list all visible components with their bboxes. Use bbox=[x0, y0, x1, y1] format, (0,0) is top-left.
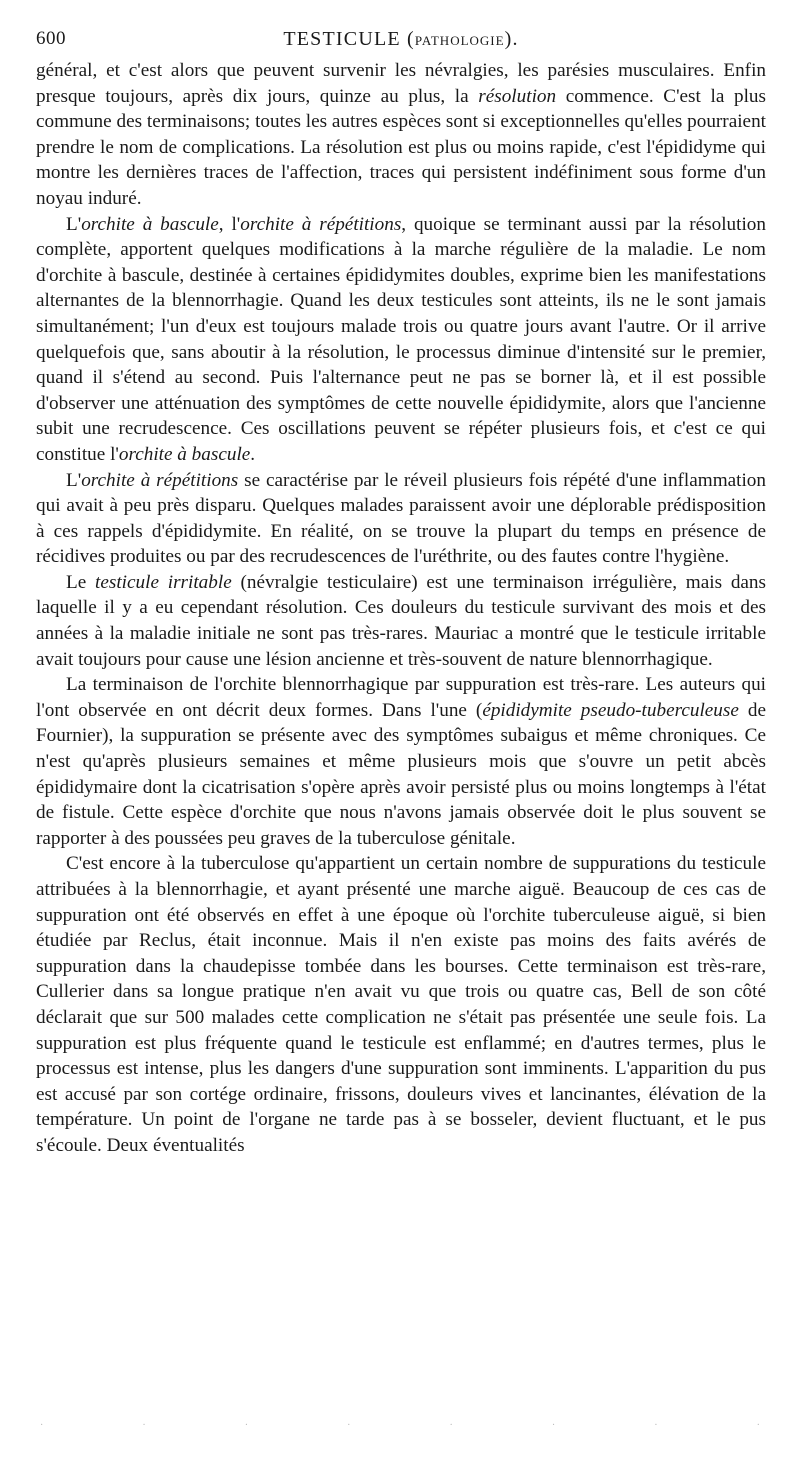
italic-term: orchite à répétitions bbox=[81, 469, 239, 491]
text-run: de Fournier), la suppuration se présente avec des symptômes subaigus et même chroniques. Ce n'est qu'après plusieurs semaines et même plusieurs mois que s'ouvre un petit abcès épididymaire dont la cicatrisation s'opère après avoir persisté plus ou moins longtemps à l'état de fistule. Cette espèce d'orchite que nous n'avons jamais observée doit le plus souvent se rapporter à des poussées peu graves de la tuberculose génitale. bbox=[36, 699, 766, 849]
italic-term: orchite à répétitions bbox=[240, 213, 402, 235]
text-run: , quoique se terminant aussi par la résolution complète, apportent quelques modifications à la marche régulière de la maladie. Le nom d'orchite à bascule, destinée à certaines épididymites doubles, exprime bien les manifestations alternantes de la blennorrhagie. Quand les deux testicules sont atteints, ils ne le sont jamais simultanément; l'un d'eux est toujours malade trois ou quatre jours avant l'autre. Or il arrive quelquefois que, sans aboutir à la résolution, le processus diminue d'intensité sur le premier, quand il s'étend au second. Puis l'alternance peut ne pas se borner là, et il est possible d'observer une atténuation des symptômes de cette nouvelle épididymite, alors que l'ancienne subit une recrudescence. Ces oscillations peuvent se répéter plusieurs fois, et c'est ce qui constitue l' bbox=[36, 213, 766, 465]
text-run: . bbox=[250, 443, 256, 465]
text-run: se caractérise par le réveil plusieurs fois répété d'une inflammation qui avait à peu près disparu. Quelques malades paraissent avoir une déplorable prédisposition à ces rappels d'épididymite. En réalité, on se trouve la plupart du temps en présence de récidives produites ou par des recrudescences de l'uréthrite, ou des fautes contre l'hygiène. bbox=[36, 469, 766, 568]
scan-artifact: · · · · · · · · bbox=[40, 1420, 760, 1431]
page bbox=[36, 22, 766, 1159]
text-run: général, et c'est alors que peuvent survenir les névralgies, les parésies musculaires. Enfin presque toujours, après dix jours, quinze au plus, la bbox=[36, 60, 766, 107]
text-run: Le bbox=[66, 571, 96, 593]
text-run: , l' bbox=[218, 213, 241, 235]
page-number: 600 bbox=[36, 28, 66, 49]
running-title bbox=[36, 28, 766, 51]
body-text bbox=[36, 58, 766, 1159]
text-run: C'est encore à la tuberculose qu'appartient un certain nombre de suppurations du testicule attribuées à la blennorrhagie, et ayant présenté une marche aiguë. Beaucoup de ces cas de suppuration ont été observés en effet à une époque où l'orchite tuberculeuse aiguë, si bien étudiée par Reclus, était inconnue. Mais il n'en existe pas moins des faits avérés de suppuration dans la chaudepisse tombée dans les bourses. Cette terminaison est très-rare, Cullerier dans sa longue pratique n'en avait vu que trois ou quatre cas, Bell de son côté déclarait que sur 500 malades cette complication ne s'était pas présentée une seule fois. La suppuration est plus fréquente quand le testicule est enflammé; en d'autres termes, plus le processus est intense, plus les dangers d'une suppuration sont imminents. L'apparition du pus est accusé par son cortége ordinaire, frissons, douleurs vives et lancinantes, élévation de la température. Un point de l'organe ne tarde pas à se bosseler, devient fluctuant, et le pus s'écoule. Deux éventualités bbox=[36, 853, 766, 1156]
text-run: L' bbox=[66, 469, 82, 491]
running-title-paren-close: ). bbox=[504, 28, 519, 50]
paragraph-p5 bbox=[36, 672, 766, 851]
italic-term: orchite à bascule bbox=[118, 443, 251, 465]
italic-term: testicule irritable bbox=[95, 571, 232, 593]
text-run: (névralgie testiculaire) est une terminaison irrégulière, mais dans laquelle il y a eu cependant résolution. Ces douleurs du testicule survivant des mois et des années à la maladie initiale ne sont pas très-rares. Mauriac a montré que le testicule irritable avait toujours pour cause une lésion ancienne et très-souvent de nature blennorrhagique. bbox=[36, 571, 766, 670]
paragraph-p3 bbox=[36, 468, 766, 570]
running-title-main: TESTICULE bbox=[283, 28, 401, 50]
italic-term: résolution bbox=[478, 85, 557, 107]
running-title-section: PATHOLOGIE bbox=[414, 33, 505, 48]
italic-term: épididymite pseudo-tuberculeuse bbox=[482, 699, 739, 721]
italic-term: orchite à bascule bbox=[81, 213, 219, 235]
running-title-paren-open: ( bbox=[407, 28, 415, 50]
paragraph-p1 bbox=[36, 58, 766, 212]
text-run: L' bbox=[66, 213, 82, 235]
paragraph-p6 bbox=[36, 851, 766, 1158]
text-run: La terminaison de l'orchite blennorrhagique par suppuration est très-rare. Les auteurs qui l'ont observée en ont décrit deux formes. Dans l'une ( bbox=[36, 674, 766, 721]
text-run: commence. C'est la plus commune des terminaisons; toutes les autres espèces sont si exceptionnelles qu'elles pourraient prendre le nom de complications. La résolution est plus ou moins rapide, c'est l'épididyme qui montre les dernières traces de l'affection, traces qui persistent indéfiniment sous forme d'un noyau induré. bbox=[36, 85, 766, 209]
running-head bbox=[36, 22, 766, 52]
paragraph-p2 bbox=[36, 212, 766, 468]
paragraph-p4 bbox=[36, 570, 766, 672]
